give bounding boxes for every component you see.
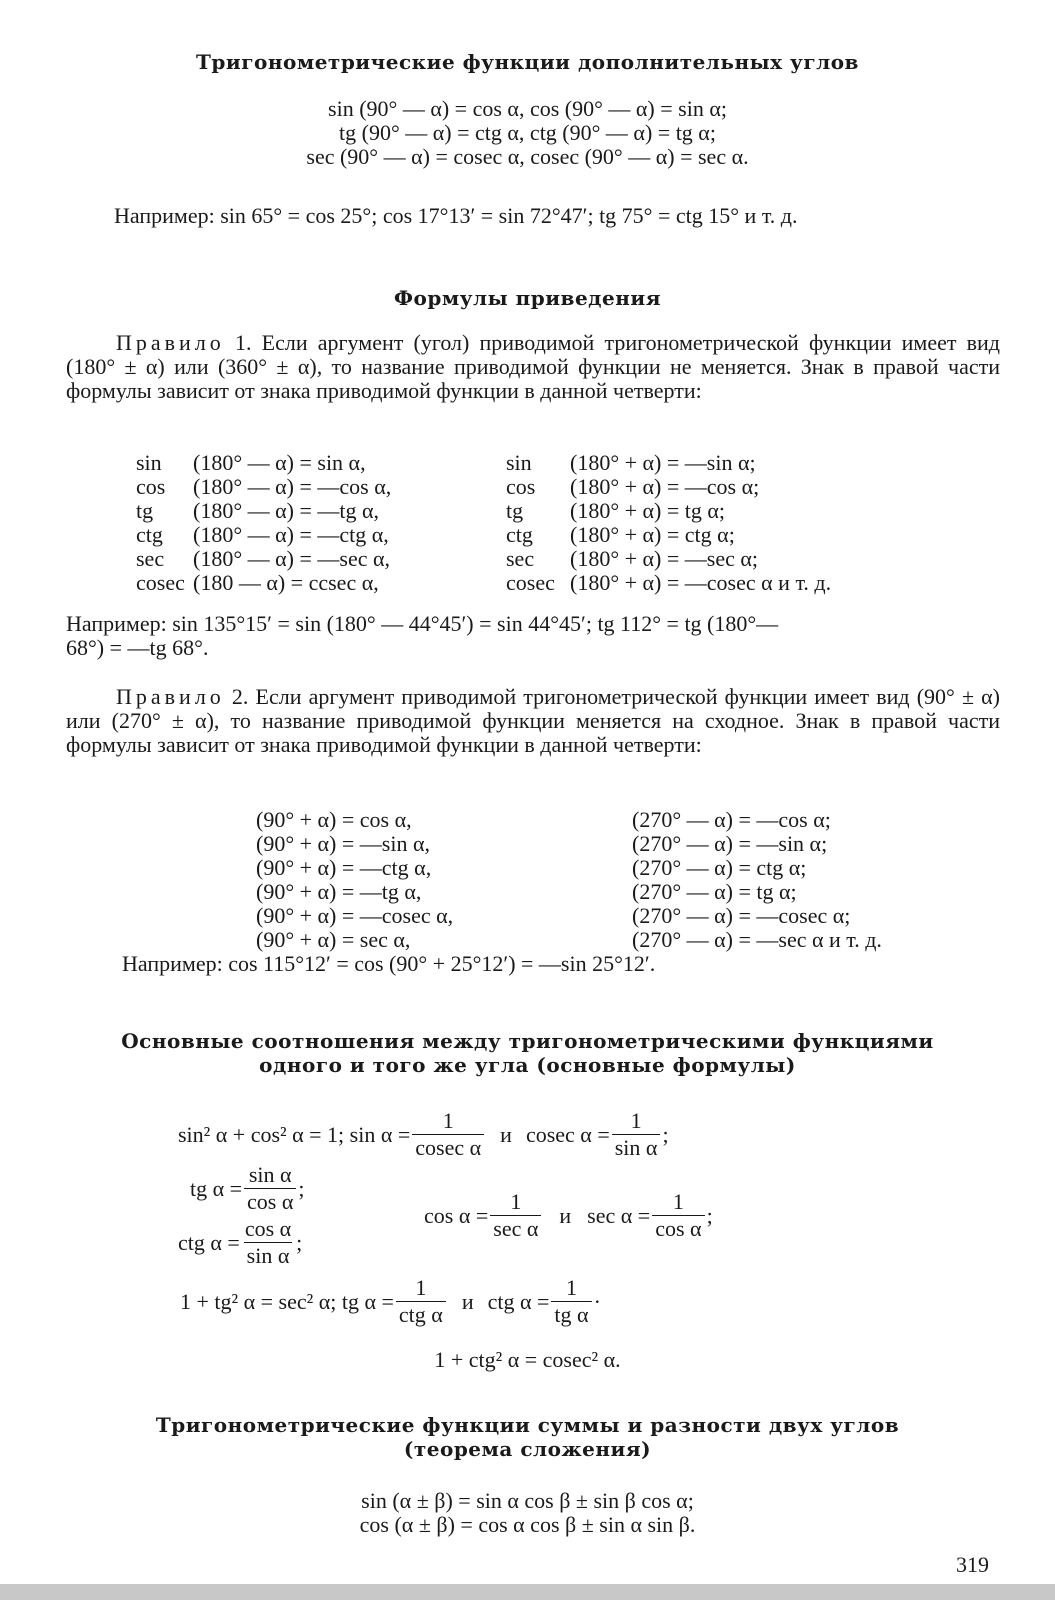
rule1-paragraph [66,331,1000,403]
function-name: cosec [136,570,185,595]
formula-expression: (90° + α) = cos α, [256,807,412,832]
formula-expression: (270° — α) = —cosec α; [632,903,851,928]
formula-expression: (180° + α) = —sin α; [570,450,756,475]
rule2-paragraph [66,685,1000,757]
conjunction: и [559,1202,572,1228]
basic-formula-cos-sec [424,1189,713,1242]
rule1-example-line1: Например: sin 135°15′ = sin (180° — 44°45′) = sin 44°45′; tg 112° = tg (180°— [66,611,779,636]
formula-expression: (90° + α) = —ctg α, [256,855,432,880]
fraction [244,1162,296,1215]
punctuation: ; [706,1202,713,1228]
section-title-addition-2: (теорема сложения) [403,1437,652,1461]
section-title-reduction: Формулы приведения [394,286,661,310]
formula-text: cos α = [424,1202,489,1228]
denominator: sin α [244,1242,293,1269]
function-name: sec [136,546,165,571]
complementary-example: Например: sin 65° = cos 25°; cos 17°13′ = sin 72°47′; tg 75° = ctg 15° и т. д. [114,203,798,228]
numerator: cos α [244,1216,292,1241]
basic-formula-ctg [178,1216,302,1269]
function-name: tg [136,498,154,523]
scan-edge [0,1584,1055,1600]
complementary-formula-1: sin (90° — α) = cos α, cos (90° — α) = sin α; [328,96,727,121]
formula-text: cosec α = [525,1121,610,1147]
rule2-label: Правило [116,684,225,709]
formula-expression: (270° — α) = —sec α и т. д. [632,927,882,952]
numerator: 1 [565,1275,577,1300]
formula-expression: (180° + α) = ctg α; [570,522,735,547]
denominator: cos α [244,1188,296,1215]
fraction [412,1108,484,1161]
denominator: cos α [652,1215,704,1242]
denominator: sec α [490,1215,541,1242]
section-title-basic-2: одного и того же угла (основные формулы) [259,1053,796,1077]
rule1-label: Правило [116,330,225,355]
formula-expression: (90° + α) = —tg α, [256,879,422,904]
rule2-example: Например: cos 115°12′ = cos (90° + 25°12′) = —sin 25°12′. [122,951,656,976]
formula-text: tg α = [190,1175,243,1201]
formula-text: 1 + tg² α = sec² α; tg α = [180,1288,394,1314]
function-name: cos [506,474,536,499]
formula-expression: (180° + α) = —sec α; [570,546,759,571]
complementary-formula-2: tg (90° — α) = ctg α, ctg (90° — α) = tg α; [339,120,716,145]
addition-formula-sin: sin (α ± β) = sin α cos β ± sin β cos α; [361,1488,694,1513]
denominator: ctg α [396,1301,446,1328]
section-title-basic-1: Основные соотношения между тригонометрическими функциями [121,1029,934,1053]
formula-expression: (270° — α) = ctg α; [632,855,807,880]
denominator: cosec α [412,1134,484,1161]
formula-expression: (180° + α) = —cos α; [570,474,760,499]
function-name: sec [506,546,535,571]
denominator: tg α [551,1301,591,1328]
numerator: sin α [248,1162,292,1187]
complementary-formula-3: sec (90° — α) = cosec α, cosec (90° — α) = sec α. [306,144,749,169]
rule1-text: 1. Если аргумент (угол) приводимой тригонометрической функции имеет вид (180° ± α) или (360° ± α), то название приводимой функции не меняется. Знак в правой части формулы зависит от знака приводимой функции в данной четверти: [66,330,1000,403]
formula-expression: (180 — α) = ccsec α, [193,570,379,595]
basic-formula-6: 1 + ctg² α = cosec² α. [434,1347,621,1372]
fraction [490,1189,541,1242]
numerator: 1 [442,1108,454,1133]
fraction [396,1275,446,1328]
numerator: 1 [672,1189,684,1214]
formula-expression: (90° + α) = —sin α, [256,831,430,856]
conjunction: и [461,1288,474,1314]
function-name: ctg [136,522,163,547]
function-name: cos [136,474,166,499]
formula-expression: (180° — α) = —tg α, [193,498,380,523]
conjunction: и [500,1121,512,1147]
formula-text: sin² α + cos² α = 1; sin α = [178,1121,411,1147]
addition-formula-cos: cos (α ± β) = cos α cos β ± sin α sin β. [359,1512,696,1537]
function-name: tg [506,498,524,523]
punctuation: ; [298,1175,305,1201]
section-title-complementary: Тригонометрические функции дополнительных углов [196,50,859,74]
section-title-addition-1: Тригонометрические функции суммы и разности двух углов [155,1413,900,1437]
formula-expression: (180° — α) = —ctg α, [193,522,389,547]
formula-expression: (270° — α) = tg α; [632,879,797,904]
formula-expression: (180° — α) = sin α, [193,450,366,475]
function-name: sin [136,450,162,475]
basic-formula-tg [190,1162,305,1215]
rule2-text: 2. Если аргумент приводимой тригонометрической функции имеет вид (90° ± α) или (270° ± α), то название приводимой функции меняется на сходное. Знак в правой части формулы зависит от знака приводимой функции в данной четверти: [66,684,1000,757]
basic-formula-1 [178,1108,669,1161]
punctuation: ; [662,1121,669,1147]
punctuation: ; [296,1229,303,1255]
formula-expression: (270° — α) = —sin α; [632,831,828,856]
fraction [652,1189,704,1242]
formula-expression: (180° + α) = tg α; [570,498,726,523]
numerator: 1 [415,1275,427,1300]
formula-expression: (90° + α) = sec α, [256,927,411,952]
fraction [551,1275,591,1328]
denominator: sin α [612,1134,661,1161]
formula-expression: (180° + α) = —cosec α и т. д. [570,570,832,595]
page-number: 319 [956,1552,989,1577]
basic-formula-5 [180,1275,601,1328]
numerator: 1 [510,1189,522,1214]
formula-text: ctg α = [178,1229,240,1255]
function-name: ctg [506,522,533,547]
formula-expression: (180° — α) = —cos α, [193,474,392,499]
formula-expression: (270° — α) = —cos α; [632,807,831,832]
numerator: 1 [630,1108,642,1133]
punctuation: · [593,1288,601,1314]
function-name: sin [506,450,532,475]
formula-text: ctg α = [487,1288,550,1314]
fraction [242,1216,294,1269]
formula-expression: (180° — α) = —sec α, [193,546,391,571]
rule1-example-line2: 68°) = —tg 68°. [66,635,209,660]
function-name: cosec [506,570,555,595]
formula-text: sec α = [587,1202,651,1228]
fraction [612,1108,661,1161]
formula-expression: (90° + α) = —cosec α, [256,903,454,928]
